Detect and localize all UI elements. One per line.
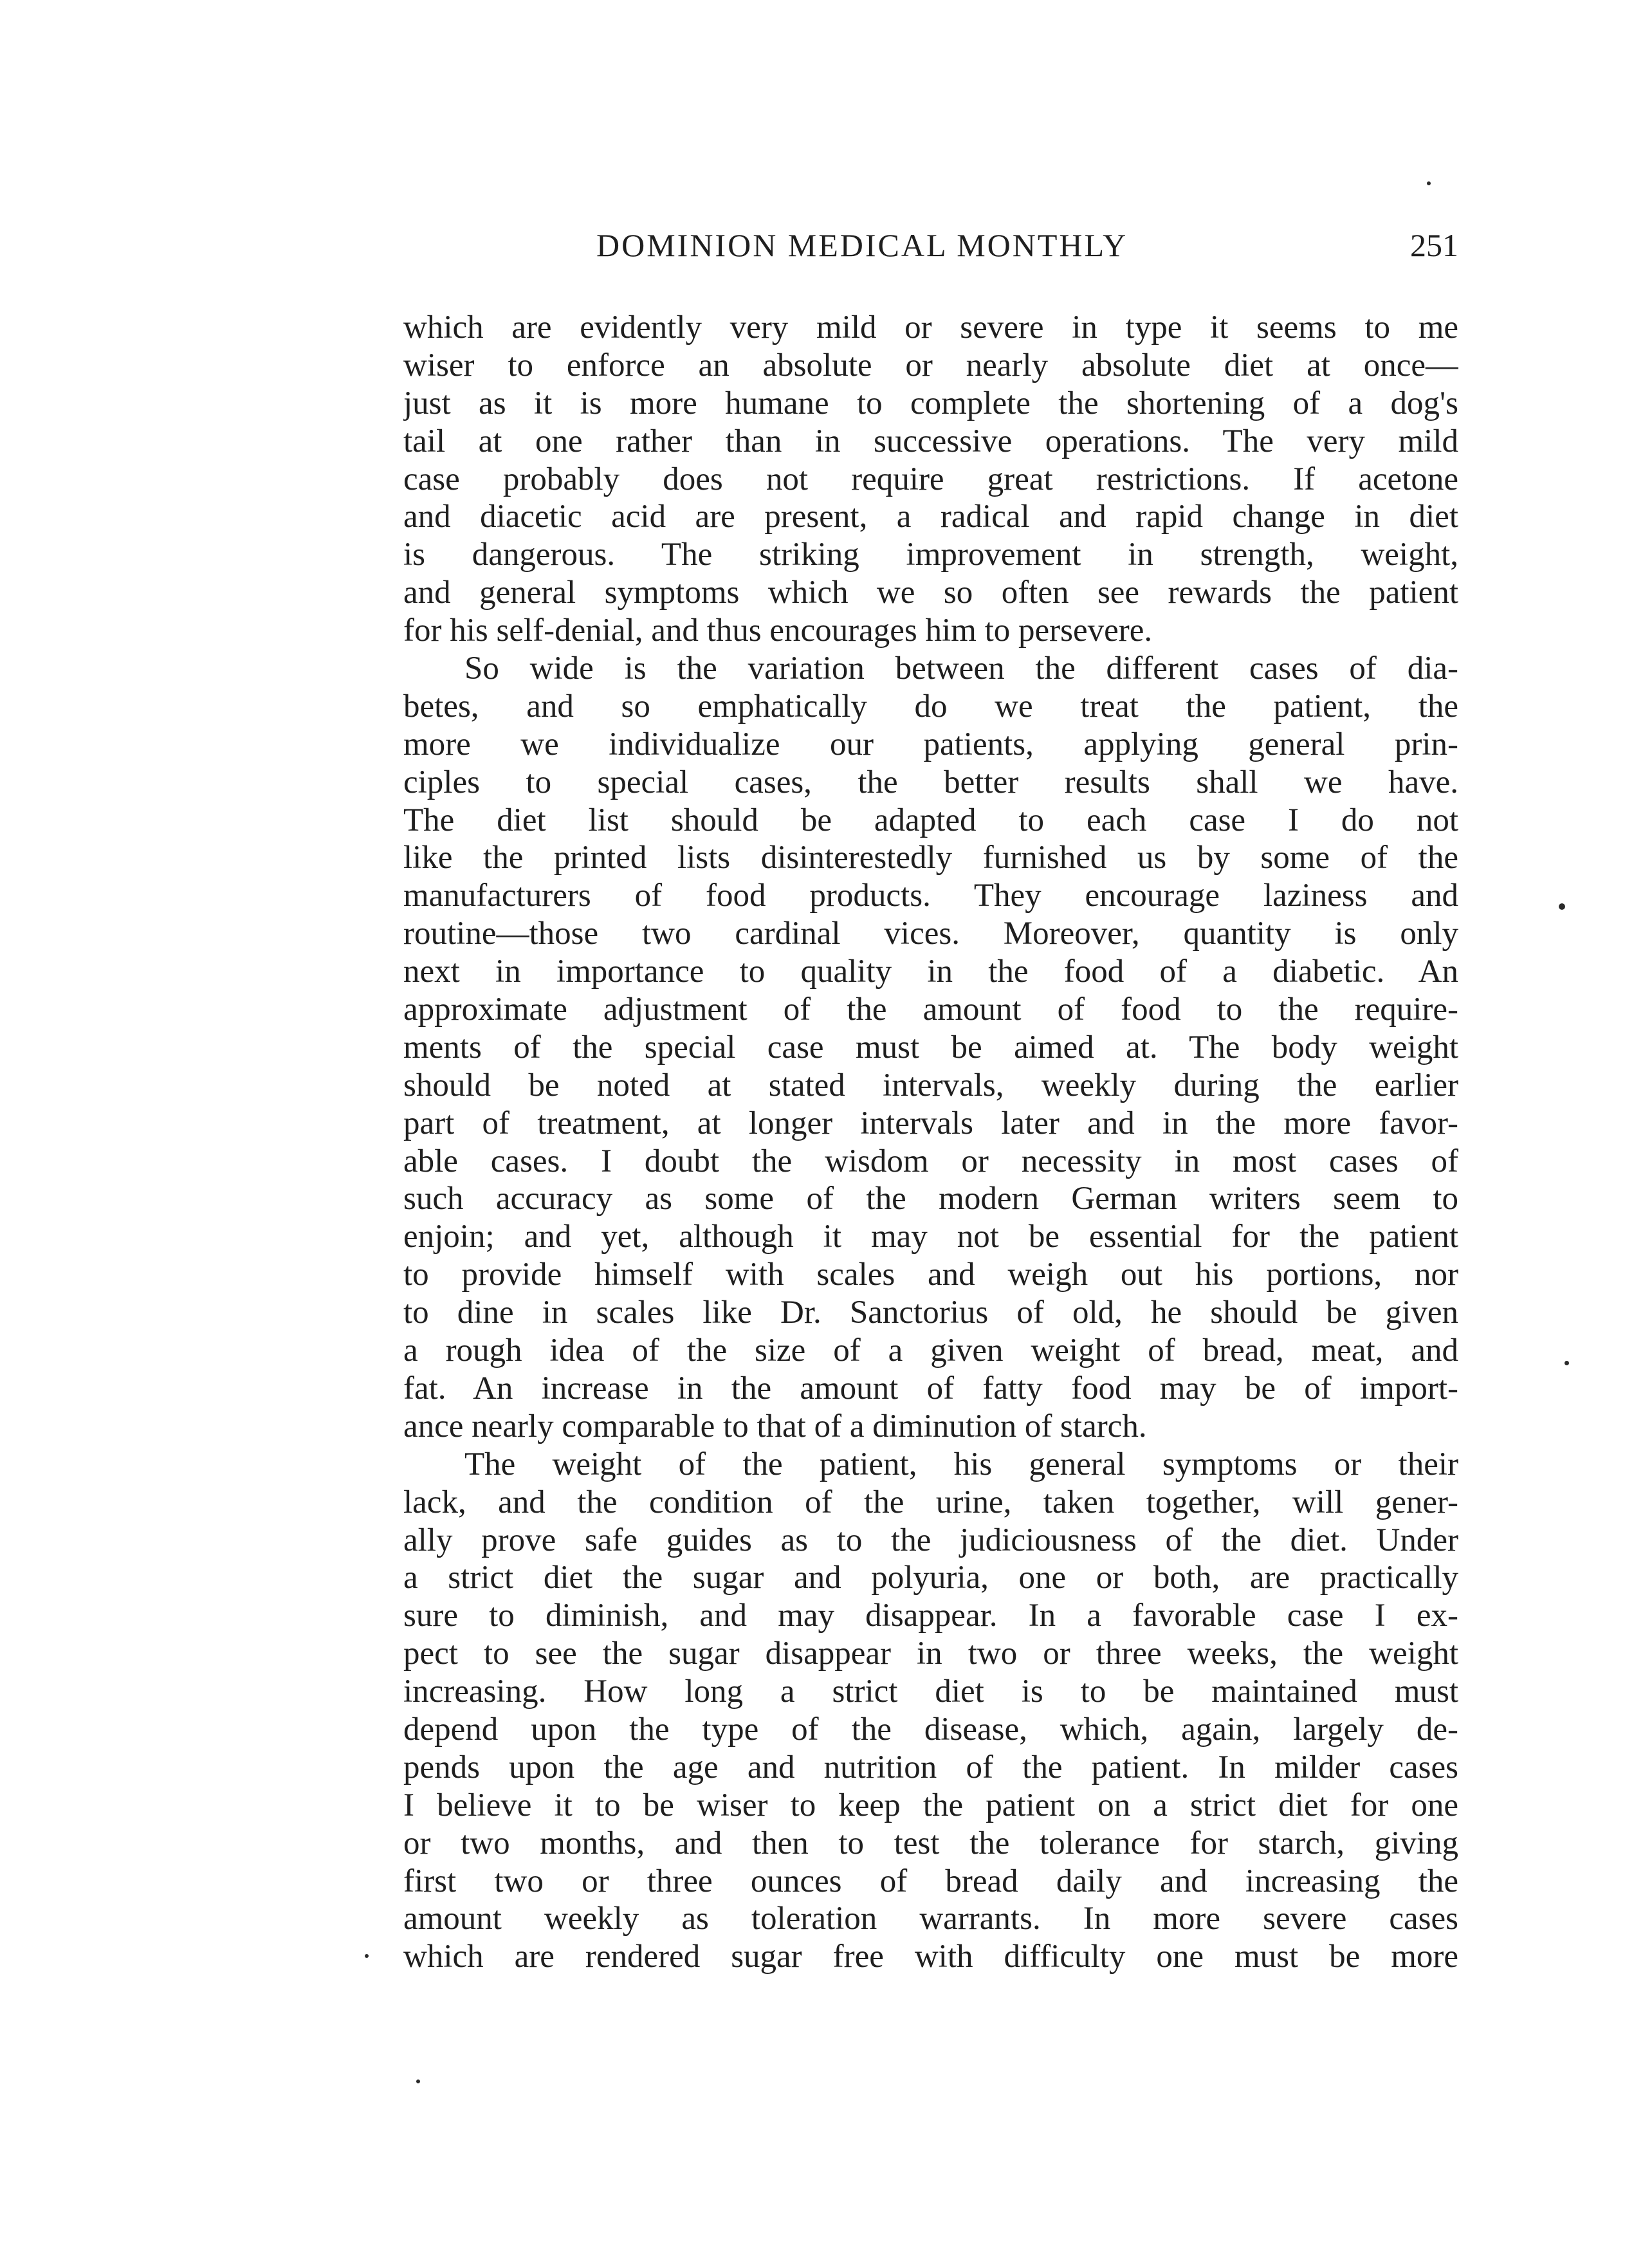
text-line: fat. An increase in the amount of fatty food may be of import- <box>403 1370 1458 1406</box>
text-line: such accuracy as some of the modern German writers seem to <box>403 1181 1458 1217</box>
text-line: like the printed lists disinterestedly furnished us by some of the <box>403 840 1458 876</box>
text-line: pends upon the age and nutrition of the patient. In milder cases <box>403 1749 1458 1785</box>
text-line: is dangerous. The striking improvement in strength, weight, <box>403 537 1458 573</box>
text-line: a rough idea of the size of a given weight of bread, meat, and <box>403 1332 1458 1369</box>
text-line: for his self-denial, and thus encourages him to persevere. <box>403 613 1153 649</box>
text-line: routine—those two cardinal vices. Moreover, quantity is only <box>403 916 1458 952</box>
text-line: ally prove safe guides as to the judiciousness of the diet. Under <box>403 1522 1458 1558</box>
scan-speck <box>1559 903 1565 910</box>
text-line: increasing. How long a strict diet is to be maintained must <box>403 1674 1458 1710</box>
page-number: 251 <box>1410 227 1458 263</box>
text-line: case probably does not require great restrictions. If acetone <box>403 461 1458 497</box>
text-line: betes, and so emphatically do we treat the patient, the <box>403 688 1458 724</box>
text-line: ciples to special cases, the better results shall we have. <box>403 764 1458 800</box>
scan-speck <box>365 1954 369 1958</box>
text-line: part of treatment, at longer intervals later and in the more favor- <box>403 1105 1458 1141</box>
text-line: lack, and the condition of the urine, taken together, will gener- <box>403 1484 1458 1520</box>
text-line: tail at one rather than in successive operations. The very mild <box>403 423 1458 459</box>
text-line: or two months, and then to test the tolerance for starch, giving <box>403 1825 1458 1861</box>
text-line: amount weekly as toleration warrants. In more severe cases <box>403 1901 1458 1937</box>
text-line: first two or three ounces of bread daily and increasing the <box>403 1863 1458 1899</box>
text-line: a strict diet the sugar and polyuria, one or both, are practically <box>403 1560 1458 1596</box>
text-line: to provide himself with scales and weigh out his portions, nor <box>403 1257 1458 1293</box>
text-line: should be noted at stated intervals, weekly during the earlier <box>403 1067 1458 1103</box>
text-line: depend upon the type of the disease, which, again, largely de- <box>403 1711 1458 1747</box>
text-line: enjoin; and yet, although it may not be essential for the patient <box>403 1219 1458 1255</box>
paragraph <box>403 309 1458 650</box>
text-line: and diacetic acid are present, a radical and rapid change in diet <box>403 499 1458 535</box>
text-line: I believe it to be wiser to keep the patient on a strict diet for one <box>403 1787 1458 1823</box>
text-line: manufacturers of food products. They encourage laziness and <box>403 878 1458 914</box>
text-line: ments of the special case must be aimed at. The body weight <box>403 1029 1458 1065</box>
text-line: able cases. I doubt the wisdom or necessity in most cases of <box>403 1143 1458 1179</box>
text-line: wiser to enforce an absolute or nearly absolute diet at once— <box>403 347 1458 383</box>
scan-speck <box>416 2079 420 2083</box>
text-line: sure to diminish, and may disappear. In a favorable case I ex- <box>403 1598 1458 1634</box>
text-line: pect to see the sugar disappear in two or three weeks, the weight <box>403 1636 1458 1672</box>
text-line: The diet list should be adapted to each case I do not <box>403 802 1458 838</box>
text-line: to dine in scales like Dr. Sanctorius of old, he should be given <box>403 1295 1458 1331</box>
body-text <box>403 309 1458 1976</box>
text-line: which are rendered sugar free with difficulty one must be more <box>403 1939 1458 1975</box>
text-line: more we individualize our patients, applying general prin- <box>403 726 1458 762</box>
text-line: and general symptoms which we so often see rewards the patient <box>403 575 1458 611</box>
page-header <box>403 226 1458 272</box>
scan-speck <box>1427 181 1431 185</box>
text-line: ance nearly comparable to that of a diminution of starch. <box>403 1408 1147 1444</box>
paragraph <box>403 650 1458 1446</box>
text-line: which are evidently very mild or severe in type it seems to me <box>403 309 1458 346</box>
text-line: next in importance to quality in the food of a diabetic. An <box>403 954 1458 990</box>
text-line: The weight of the patient, his general symptoms or their <box>464 1446 1458 1482</box>
text-line: So wide is the variation between the different cases of dia- <box>464 650 1458 687</box>
text-line: approximate adjustment of the amount of food to the require- <box>403 991 1458 1028</box>
scan-speck <box>1565 1361 1569 1365</box>
text-line: just as it is more humane to complete the shortening of a dog's <box>403 385 1458 421</box>
paragraph <box>403 1446 1458 1976</box>
running-title: DOMINION MEDICAL MONTHLY <box>596 227 1128 263</box>
